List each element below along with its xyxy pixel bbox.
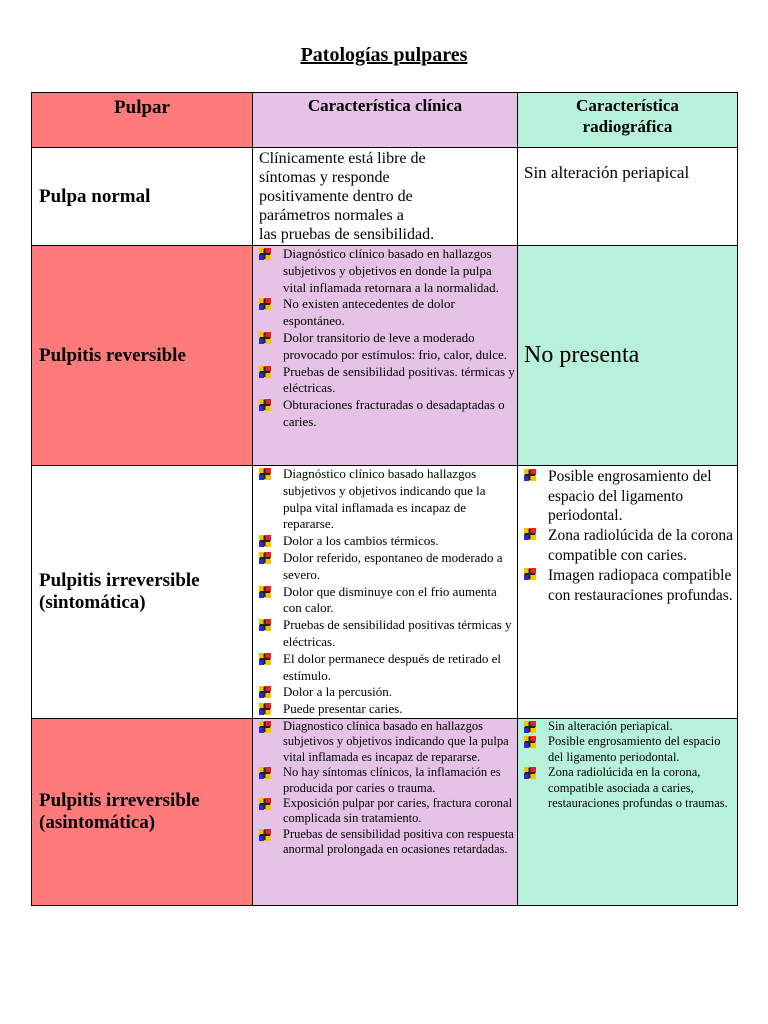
list-item: Sin alteración periapical.: [522, 719, 735, 734]
clinical-list: [253, 466, 517, 718]
header-pulpar: Pulpar: [32, 93, 253, 148]
checkbox-bullet-icon: [259, 829, 271, 841]
checkbox-bullet-icon: [259, 798, 271, 810]
table-row: [32, 246, 738, 466]
row-label-line2: (asintomática): [39, 811, 156, 833]
list-item: Pruebas de sensibilidad positivas. térmicas y eléctricas.: [257, 364, 515, 398]
list-item: Imagen radiopaca compatible con restauraciones profundas.: [522, 566, 735, 605]
list-item: Diagnóstico clínico basado hallazgos subjetivos y objetivos indicando que la pulpa vital inflamada es incapaz de repararse.: [257, 466, 515, 533]
table-row: [32, 466, 738, 719]
document-title: Patologías pulpares: [300, 44, 468, 66]
list-item: Posible engrosamiento del espacio del ligamento periodontal.: [522, 734, 735, 765]
list-item: Zona radiolúcida en la corona, compatible asociada a caries, restauraciones profundas o traumas.: [522, 765, 735, 811]
radiographic-list: [518, 467, 737, 605]
clinical-line: síntomas y responde: [259, 169, 390, 186]
row-label-line2: (sintomática): [39, 591, 146, 613]
list-item: Pruebas de sensibilidad positivas térmicas y eléctricas.: [257, 617, 515, 651]
list-item: Obturaciones fracturadas o desadaptadas o caries.: [257, 397, 515, 431]
row-label: [32, 718, 253, 905]
checkbox-bullet-icon: [259, 535, 271, 547]
checkbox-bullet-icon: [259, 653, 271, 665]
checkbox-bullet-icon: [259, 468, 271, 480]
header-radiographic: [518, 93, 738, 148]
clinical-list: [253, 246, 517, 431]
list-item: Diagnóstico clínico basado en hallazgos subjetivos y objetivos en donde la pulpa vital inflamada retornara a la normalidad.: [257, 246, 515, 296]
checkbox-bullet-icon: [524, 721, 536, 733]
clinical-line: Clínicamente está libre de: [259, 150, 426, 167]
checkbox-bullet-icon: [259, 586, 271, 598]
checkbox-bullet-icon: [259, 298, 271, 310]
checkbox-bullet-icon: [259, 721, 271, 733]
list-item: Dolor a los cambios térmicos.: [257, 533, 515, 550]
list-item: Exposición pulpar por caries, fractura coronal complicada sin tratamiento.: [257, 796, 515, 827]
table-row: [32, 148, 738, 246]
clinical-cell: [253, 148, 518, 246]
radiographic-cell: No presenta: [518, 246, 738, 466]
list-item: El dolor permanece después de retirado el estímulo.: [257, 651, 515, 685]
table-header-row: [32, 93, 738, 148]
row-label-line1: Pulpitis irreversible: [39, 569, 200, 591]
radiographic-list: [518, 719, 737, 811]
list-item: Dolor a la percusión.: [257, 684, 515, 701]
checkbox-bullet-icon: [259, 332, 271, 344]
checkbox-bullet-icon: [259, 686, 271, 698]
list-item: Posible engrosamiento del espacio del ligamento periodontal.: [522, 467, 735, 526]
checkbox-bullet-icon: [259, 248, 271, 260]
checkbox-bullet-icon: [524, 568, 536, 580]
pathology-table: [31, 92, 738, 906]
checkbox-bullet-icon: [524, 528, 536, 540]
checkbox-bullet-icon: [259, 366, 271, 378]
header-radiographic-line1: Característica: [576, 96, 679, 115]
checkbox-bullet-icon: [259, 767, 271, 779]
list-item: Dolor referido, espontaneo de moderado a severo.: [257, 550, 515, 584]
row-label-line1: Pulpitis irreversible: [39, 789, 200, 811]
checkbox-bullet-icon: [259, 703, 271, 715]
clinical-cell: [253, 718, 518, 905]
list-item: No existen antecedentes de dolor espontáneo.: [257, 296, 515, 330]
clinical-list: [253, 719, 517, 858]
list-item: Dolor que disminuye con el frio aumenta con calor.: [257, 584, 515, 618]
radiographic-cell: Sin alteración periapical: [518, 148, 738, 246]
row-label: Pulpa normal: [32, 148, 253, 246]
clinical-line: positivamente dentro de: [259, 188, 413, 205]
list-item: Dolor transitorio de leve a moderado provocado por estímulos: frio, calor, dulce.: [257, 330, 515, 364]
header-clinical: Característica clínica: [253, 93, 518, 148]
checkbox-bullet-icon: [259, 619, 271, 631]
header-radiographic-line2: radiográfica: [582, 117, 673, 136]
checkbox-bullet-icon: [524, 469, 536, 481]
radiographic-cell: [518, 718, 738, 905]
list-item: Diagnostico clínica basado en hallazgos subjetivos y objetivos indicando que la pulpa vital inflamada es incapaz de repararse.: [257, 719, 515, 765]
checkbox-bullet-icon: [259, 552, 271, 564]
clinical-line: parámetros normales a: [259, 207, 404, 224]
checkbox-bullet-icon: [524, 767, 536, 779]
list-item: Pruebas de sensibilidad positiva con respuesta anormal prolongada en ocasiones retardadas.: [257, 827, 515, 858]
list-item: Puede presentar caries.: [257, 701, 515, 718]
row-label: [32, 466, 253, 719]
clinical-line: las pruebas de sensibilidad.: [259, 226, 435, 243]
table-row: [32, 718, 738, 905]
checkbox-bullet-icon: [259, 399, 271, 411]
checkbox-bullet-icon: [524, 736, 536, 748]
row-label: Pulpitis reversible: [32, 246, 253, 466]
radiographic-cell: [518, 466, 738, 719]
list-item: No hay síntomas clínicos, la inflamación es producida por caries o trauma.: [257, 765, 515, 796]
clinical-cell: [253, 246, 518, 466]
clinical-cell: [253, 466, 518, 719]
list-item: Zona radiolúcida de la corona compatible con caries.: [522, 526, 735, 565]
